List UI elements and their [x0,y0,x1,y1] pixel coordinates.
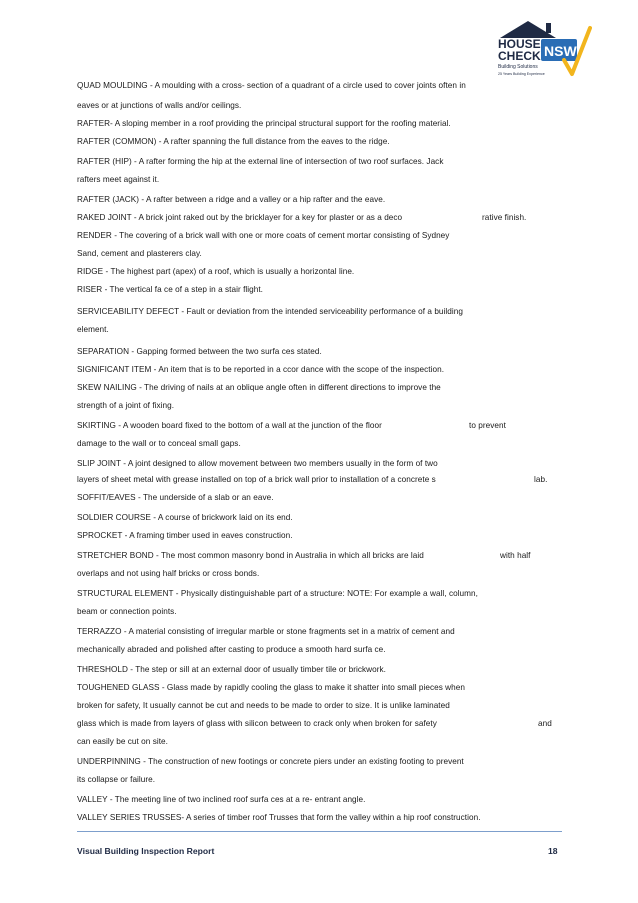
footer-page-number: 18 [548,846,558,856]
glossary-line-text: RIDGE - The highest part (apex) of a roof, which is usually a horizontal line. [77,267,355,276]
glossary-line-text: RISER - The vertical fa ce of a step in a stair flight. [77,285,263,294]
glossary-line-text: SOLDIER COURSE - A course of brickwork laid on its end. [77,513,293,522]
glossary-line [77,794,365,805]
glossary-line-text: strength of a joint of fixing. [77,401,175,410]
glossary-line-text: UNDERPINNING - The construction of new footings or concrete piers under an existing footing to prevent [77,757,464,766]
logo-badge-nsw: NSW [544,43,577,59]
logo-subtitle: Building Solutions [498,64,538,70]
glossary-line [77,118,451,129]
glossary-line [77,492,274,503]
glossary-line-text: beam or connection points. [77,607,177,616]
glossary-line [77,512,293,523]
glossary-line [77,682,465,693]
glossary-line-text: TERRAZZO - A material consisting of irregular marble or stone fragments set in a matrix of cement and [77,627,455,636]
glossary-line [77,194,385,205]
glossary-line [77,420,506,431]
glossary-line [77,284,263,295]
glossary-line-text: RAFTER (HIP) - A rafter forming the hip at the external line of intersection of two roof surfaces. Jack [77,157,444,166]
glossary-line-text: its collapse or failure. [77,775,156,784]
glossary-line-text: layers of sheet metal with grease installed on top of a brick wall prior to installation of a concrete s [77,475,436,484]
glossary-line [77,174,159,185]
glossary-line-text: STRUCTURAL ELEMENT - Physically distinguishable part of a structure: NOTE: For example a wall, column, [77,589,478,598]
glossary-line [77,346,322,357]
glossary-line-text: VALLEY - The meeting line of two inclined roof surfa ces at a re- entrant angle. [77,795,366,804]
glossary-line-text: SLIP JOINT - A joint designed to allow movement between two members usually in the form of two [77,459,438,468]
glossary-line-text: STRETCHER BOND - The most common masonry bond in Australia in which all bricks are laid [77,551,424,560]
logo-tagline: 25 Years Building Experience [498,72,545,76]
glossary-line-text: damage to the wall or to conceal small gaps. [77,439,241,448]
glossary-line [77,736,168,747]
footer-report-title: Visual Building Inspection Report [77,846,215,856]
glossary-line [77,156,443,167]
glossary-line-tail: rative finish. [482,213,527,222]
glossary-line-text: SKEW NAILING - The driving of nails at an oblique angle often in different directions to improve the [77,383,441,392]
glossary-line-text: SEPARATION - Gapping formed between the two surfa ces stated. [77,347,322,356]
glossary-line [77,474,548,485]
footer-divider [77,831,562,832]
glossary-line [77,718,552,729]
glossary-line-text: RAKED JOINT - A brick joint raked out by the bricklayer for a key for plaster or as a deco [77,213,403,222]
glossary-line-text: RAFTER- A sloping member in a roof providing the principal structural support for the roofing material. [77,119,451,128]
housecheck-nsw-logo [494,18,592,82]
glossary-line-text: rafters meet against it. [77,175,160,184]
glossary-line [77,530,293,541]
glossary-line [77,100,241,111]
glossary-line [77,80,466,91]
glossary-line-text: glass which is made from layers of glass with silicon between to crack only when broken for safety [77,719,437,728]
glossary-line-text: RENDER - The covering of a brick wall with one or more coats of cement mortar consisting of Sydney [77,231,450,240]
glossary-line [77,774,155,785]
glossary-line-text: SIGNIFICANT ITEM - An item that is to be reported in a ccor dance with the scope of the inspection. [77,365,445,374]
glossary-line-text: QUAD MOULDING - A moulding with a cross- section of a quadrant of a circle used to cover joints often in [77,81,466,90]
glossary-line-text: RAFTER (JACK) - A rafter between a ridge and a valley or a hip rafter and the eave. [77,195,386,204]
glossary-line-text: can easily be cut on site. [77,737,168,746]
glossary-line [77,756,464,767]
glossary-line [77,458,438,469]
glossary-line [77,212,527,223]
glossary-line [77,812,481,823]
glossary-line [77,700,450,711]
glossary-line-tail: lab. [534,475,548,484]
glossary-line-text: element. [77,325,109,334]
glossary-line [77,136,390,147]
glossary-line-text: SKIRTING - A wooden board fixed to the bottom of a wall at the junction of the floor [77,421,382,430]
glossary-line-text: RAFTER (COMMON) - A rafter spanning the full distance from the eaves to the ridge. [77,137,390,146]
glossary-line [77,248,202,259]
glossary-line-text: THRESHOLD - The step or sill at an external door of usually timber tile or brickwork. [77,665,386,674]
glossary-line [77,364,444,375]
glossary-line [77,382,441,393]
glossary-line [77,606,177,617]
glossary-line [77,588,478,599]
glossary-line-text: broken for safety, It usually cannot be cut and needs to be made to order to size. It is unlike laminated [77,701,450,710]
glossary-line-text: TOUGHENED GLASS - Glass made by rapidly cooling the glass to make it shatter into small pieces when [77,683,465,692]
logo-word-check: CHECK [498,49,541,63]
glossary-line [77,626,455,637]
logo-word-house: HOUSE [498,37,541,51]
glossary-line [77,306,463,317]
glossary-line [77,644,386,655]
glossary-line-text: VALLEY SERIES TRUSSES- A series of timber roof Trusses that form the valley within a hip roof construction. [77,813,481,822]
glossary-line-tail: to prevent [469,421,506,430]
glossary-line-tail: with half [500,551,531,560]
glossary-line-tail: and [538,719,552,728]
glossary-line [77,324,109,335]
glossary-line-text: eaves or at junctions of walls and/or ceilings. [77,101,242,110]
glossary-line [77,664,386,675]
glossary-line [77,266,354,277]
glossary-line-text: Sand, cement and plasterers clay. [77,249,202,258]
glossary-line-text: SOFFIT/EAVES - The underside of a slab or an eave. [77,493,274,502]
glossary-line-text: overlaps and not using half bricks or cross bonds. [77,569,260,578]
glossary-line [77,568,259,579]
glossary-line-text: SPROCKET - A framing timber used in eaves construction. [77,531,293,540]
glossary-line [77,400,174,411]
logo-graphic [494,18,592,82]
glossary-line [77,438,241,449]
glossary-line [77,230,449,241]
glossary-line [77,550,531,561]
glossary-line-text: SERVICEABILITY DEFECT - Fault or deviation from the intended serviceability performance of a building [77,307,463,316]
glossary-line-text: mechanically abraded and polished after casting to produce a smooth hard surfa ce. [77,645,386,654]
